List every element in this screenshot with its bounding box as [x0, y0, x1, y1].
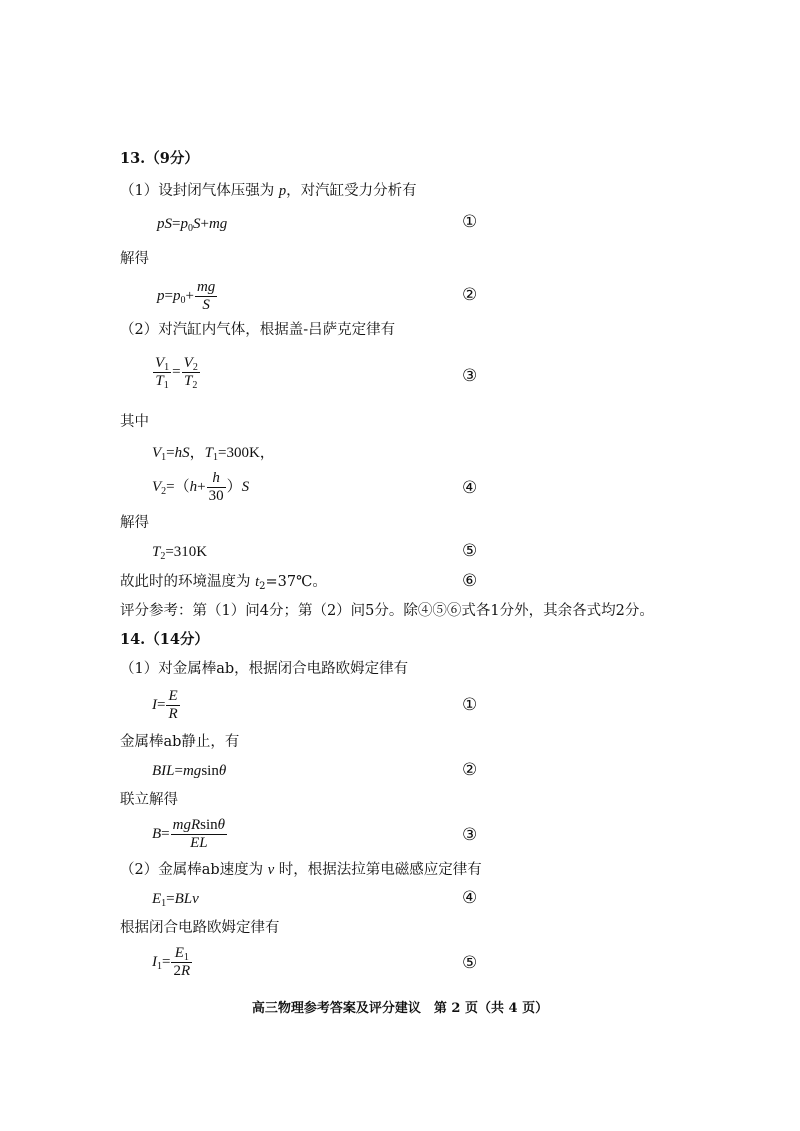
- q13-part2-text: （2）对汽缸内气体，根据盖-吕萨克定律有: [120, 322, 396, 338]
- q14-heading: 14.（14分）: [120, 631, 209, 648]
- q13-marker-2: ②: [462, 285, 478, 305]
- q13-eq2: $p=p_0+$ $\frac{mg}{S}$: [157, 279, 216, 313]
- q13-marker-5: ⑤: [462, 541, 478, 561]
- q13-conclusion: 故此时的环境温度为 $t_2=37℃$。: [120, 574, 327, 592]
- q14-part1-text: （1）对金属棒ab，根据闭合电路欧姆定律有: [120, 661, 409, 677]
- q13-part1-text: （1）设封闭气体压强为 p，对汽缸受力分析有: [120, 183, 417, 199]
- q13-heading: 13.（9分）: [120, 150, 199, 167]
- q13-where-label: 其中: [120, 414, 149, 430]
- q13-eq1: $pS=p_0S+mg$: [157, 216, 228, 234]
- q13-scoring: 评分参考：第（1）问4分；第（2）问5分。除④⑤⑥式各1分外，其余各式均2分。: [120, 603, 654, 619]
- q13-eq3: $\frac{V_1}{T_1}$ = $\frac{V_2}{T_2}$: [155, 355, 198, 391]
- q13-eq-v1: $V_1=hS$，$T_1=300K$，: [152, 445, 275, 463]
- q14-marker-3: ③: [462, 825, 478, 845]
- q13-marker-6: ⑥: [462, 571, 478, 591]
- q14-ohm-label: 根据闭合电路欧姆定律有: [120, 920, 280, 936]
- q14-marker-5: ⑤: [462, 953, 478, 973]
- q14-part2-text: （2）金属棒ab速度为 v 时，根据法拉第电磁感应定律有: [120, 862, 482, 878]
- q14-eq3: B= $\frac{\text{mgRsinθ}}{EL}$: [152, 817, 226, 851]
- q14-marker-2: ②: [462, 760, 478, 780]
- q14-marker-1: ①: [462, 695, 478, 715]
- q13-solve-label-1: 解得: [120, 251, 149, 267]
- q14-combine-label: 联立解得: [120, 792, 178, 808]
- q13-marker-4: ④: [462, 478, 478, 498]
- q13-eq4: $V_2=(h+$ $\frac{h}{30}$ ）S: [152, 470, 250, 504]
- page-footer: 高三物理参考答案及评分建议 第 2 页（共 4 页）: [251, 1001, 549, 1016]
- q13-marker-3: ③: [462, 366, 478, 386]
- q13-marker-1: ①: [462, 212, 478, 232]
- q13-eq5: $T_2=310K$: [152, 544, 208, 562]
- q14-eq5: $I_1=$ $\frac{E_1}{2R}$: [152, 945, 191, 979]
- q14-eq4: $E_1=BLv$: [152, 891, 199, 909]
- q14-eq1: I= $\frac{E}{R}$: [152, 688, 178, 722]
- q13-solve-label-2: 解得: [120, 515, 149, 531]
- q14-static-text: 金属棒ab静止，有: [120, 734, 240, 750]
- q14-eq2: BIL=mgsinθ: [152, 763, 227, 779]
- q14-marker-4: ④: [462, 888, 478, 908]
